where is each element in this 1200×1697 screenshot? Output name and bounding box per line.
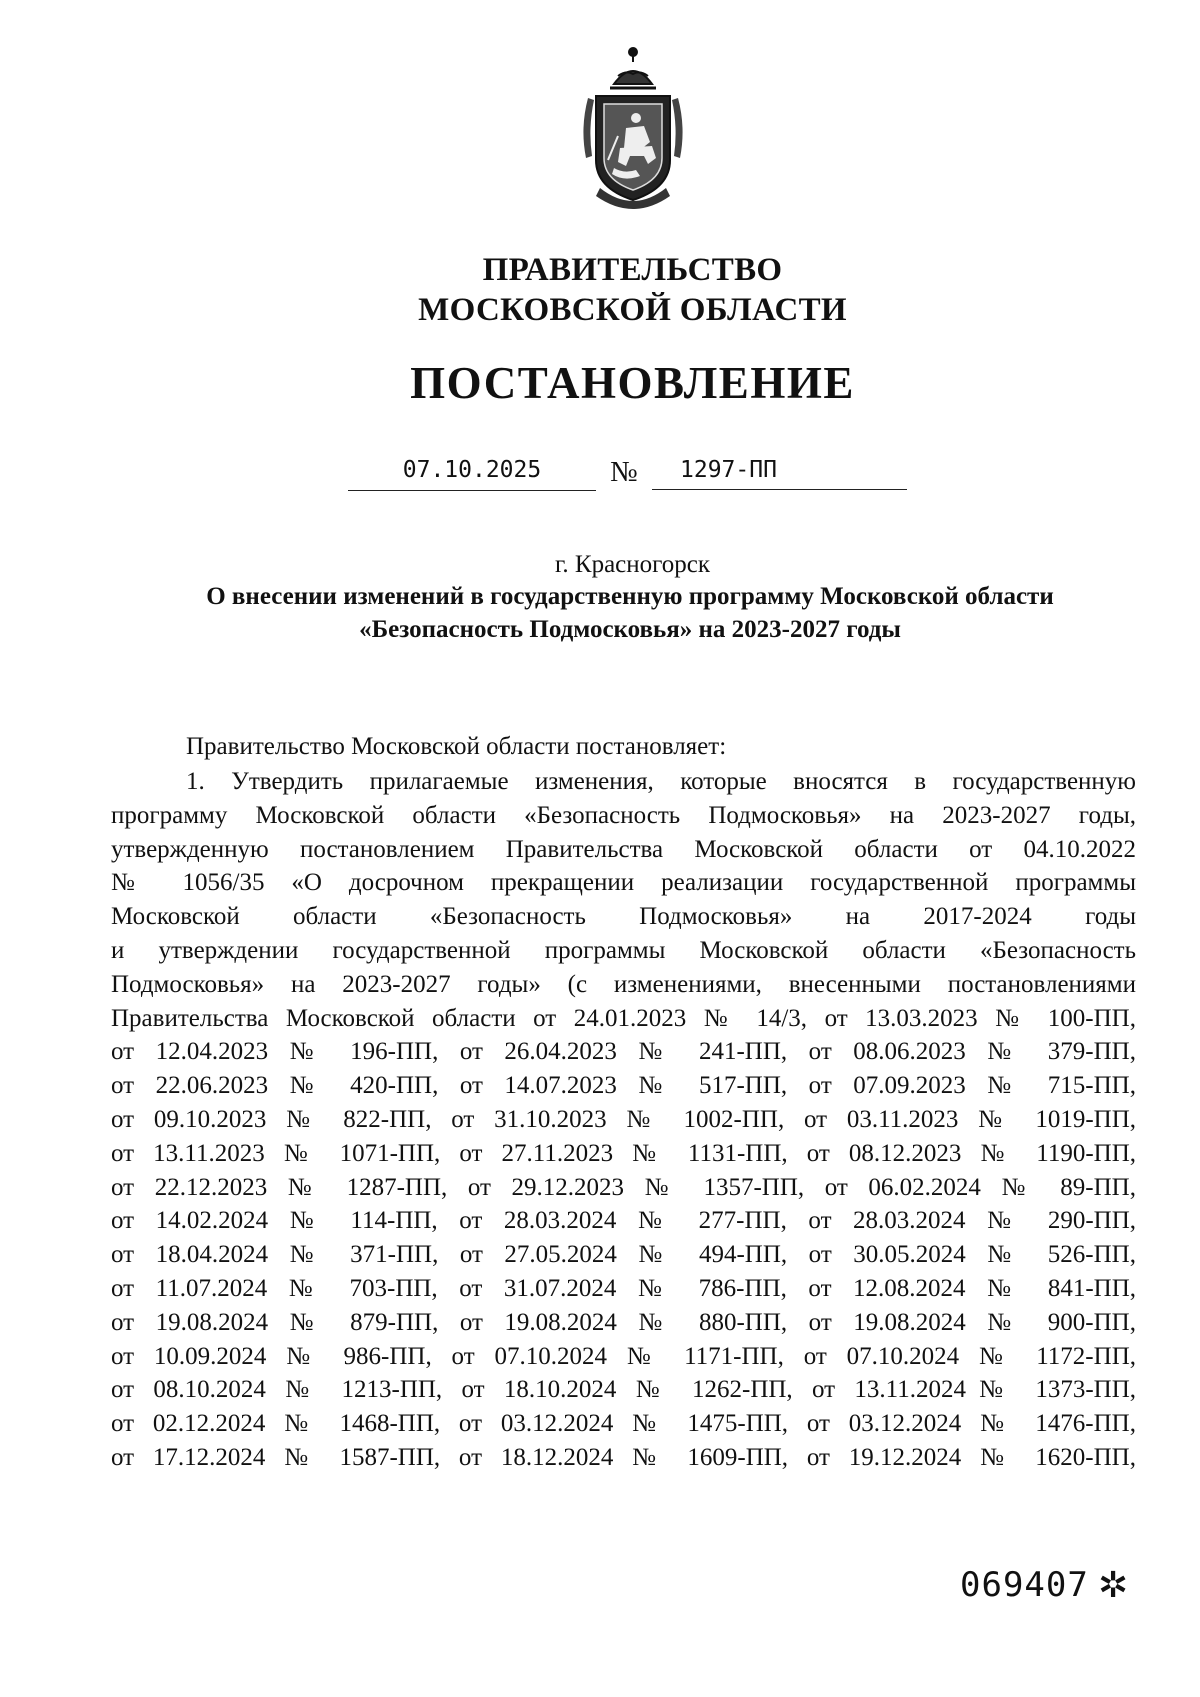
body-line: от 11.07.2024 № 703-ПП, от 31.07.2024 № 786-ПП, от 12.08.2024 № 841-ПП, [111, 1274, 1136, 1302]
document-title-line1: О внесении изменений в государственную программу Московской области [206, 583, 1054, 610]
body-line: 1. Утвердить прилагаемые изменения, которые вносятся в государственную [186, 768, 1136, 795]
number-sign: № [610, 456, 638, 488]
document-title-line2: «Безопасность Подмосковья» на 2023-2027 годы [359, 616, 901, 643]
organization-name-line2: МОСКОВСКОЙ ОБЛАСТИ [418, 292, 847, 328]
document-type: ПОСТАНОВЛЕНИЕ [410, 358, 855, 408]
body-lead: Правительство Московской области постановляет: [186, 733, 727, 760]
body-line: от 09.10.2023 № 822-ПП, от 31.10.2023 № 1002-ПП, от 03.11.2023 № 1019-ПП, [111, 1105, 1136, 1133]
body-line: Правительства Московской области от 24.01.2023 № 14/3, от 13.03.2023 № 100-ПП, [111, 1004, 1136, 1032]
body-line: от 12.04.2023 № 196-ПП, от 26.04.2023 № 241-ПП, от 08.06.2023 № 379-ПП, [111, 1038, 1136, 1066]
body-line: от 18.04.2024 № 371-ПП, от 27.05.2024 № 494-ПП, от 30.05.2024 № 526-ПП, [111, 1241, 1136, 1269]
body-line: программу Московской области «Безопасность Подмосковья» на 2023-2027 годы, [111, 801, 1136, 829]
organization-name-line1: ПРАВИТЕЛЬСТВО [482, 252, 783, 288]
document-city: г. Красногорск [554, 551, 711, 578]
document-meta [348, 453, 908, 493]
body-line: от 14.02.2024 № 114-ПП, от 28.03.2024 № 277-ПП, от 28.03.2024 № 290-ПП, [111, 1207, 1136, 1235]
body-line: от 17.12.2024 № 1587-ПП, от 18.12.2024 № 1609-ПП, от 19.12.2024 № 1620-ПП, [111, 1443, 1136, 1471]
body-line: Московской области «Безопасность Подмосковья» на 2017-2024 годы [111, 903, 1136, 931]
body-line: от 08.10.2024 № 1213-ПП, от 18.10.2024 № 1262-ПП, от 13.11.2024№ 1373-ПП, [111, 1376, 1136, 1404]
document-date: 07.10.2025 [348, 453, 596, 491]
document-title [130, 580, 1130, 646]
body-line: № 1056/35 «О досрочном прекращении реализации государственной программы [111, 869, 1136, 897]
serial-number: 069407 [960, 1565, 1089, 1605]
body-line: от 02.12.2024 № 1468-ПП, от 03.12.2024 № 1475-ПП, от 03.12.2024 № 1476-ПП, [111, 1410, 1136, 1438]
body-line: от 13.11.2023 № 1071-ПП, от 27.11.2023 № 1131-ПП, от 08.12.2023 № 1190-ПП, [111, 1139, 1136, 1167]
body-line: и утверждении государственной программы Московской области «Безопасность [111, 936, 1136, 964]
coat-of-arms-icon [574, 38, 692, 214]
body-line: от 22.06.2023 № 420-ПП, от 14.07.2023 № 517-ПП, от 07.09.2023 № 715-ПП, [111, 1072, 1136, 1100]
body-line: от 22.12.2023 № 1287-ПП, от 29.12.2023 № 1357-ПП, от 06.02.2024 № 89-ПП, [111, 1173, 1136, 1201]
body-text [111, 765, 1136, 1475]
body-line: от 19.08.2024 № 879-ПП, от 19.08.2024 № 880-ПП, от 19.08.2024 № 900-ПП, [111, 1308, 1136, 1336]
document-number: 1297-ПП [652, 453, 907, 490]
body-line: от 10.09.2024 № 986-ПП, от 07.10.2024 № 1171-ПП, от 07.10.2024 № 1172-ПП, [111, 1342, 1136, 1370]
serial-asterisk-icon: ✲ [1098, 1565, 1129, 1606]
body-line: Подмосковья» на 2023-2027 годы» (с изменениями, внесенными постановлениями [111, 970, 1136, 998]
body-line: утвержденную постановлением Правительства Московской области от 04.10.2022 [111, 835, 1136, 863]
